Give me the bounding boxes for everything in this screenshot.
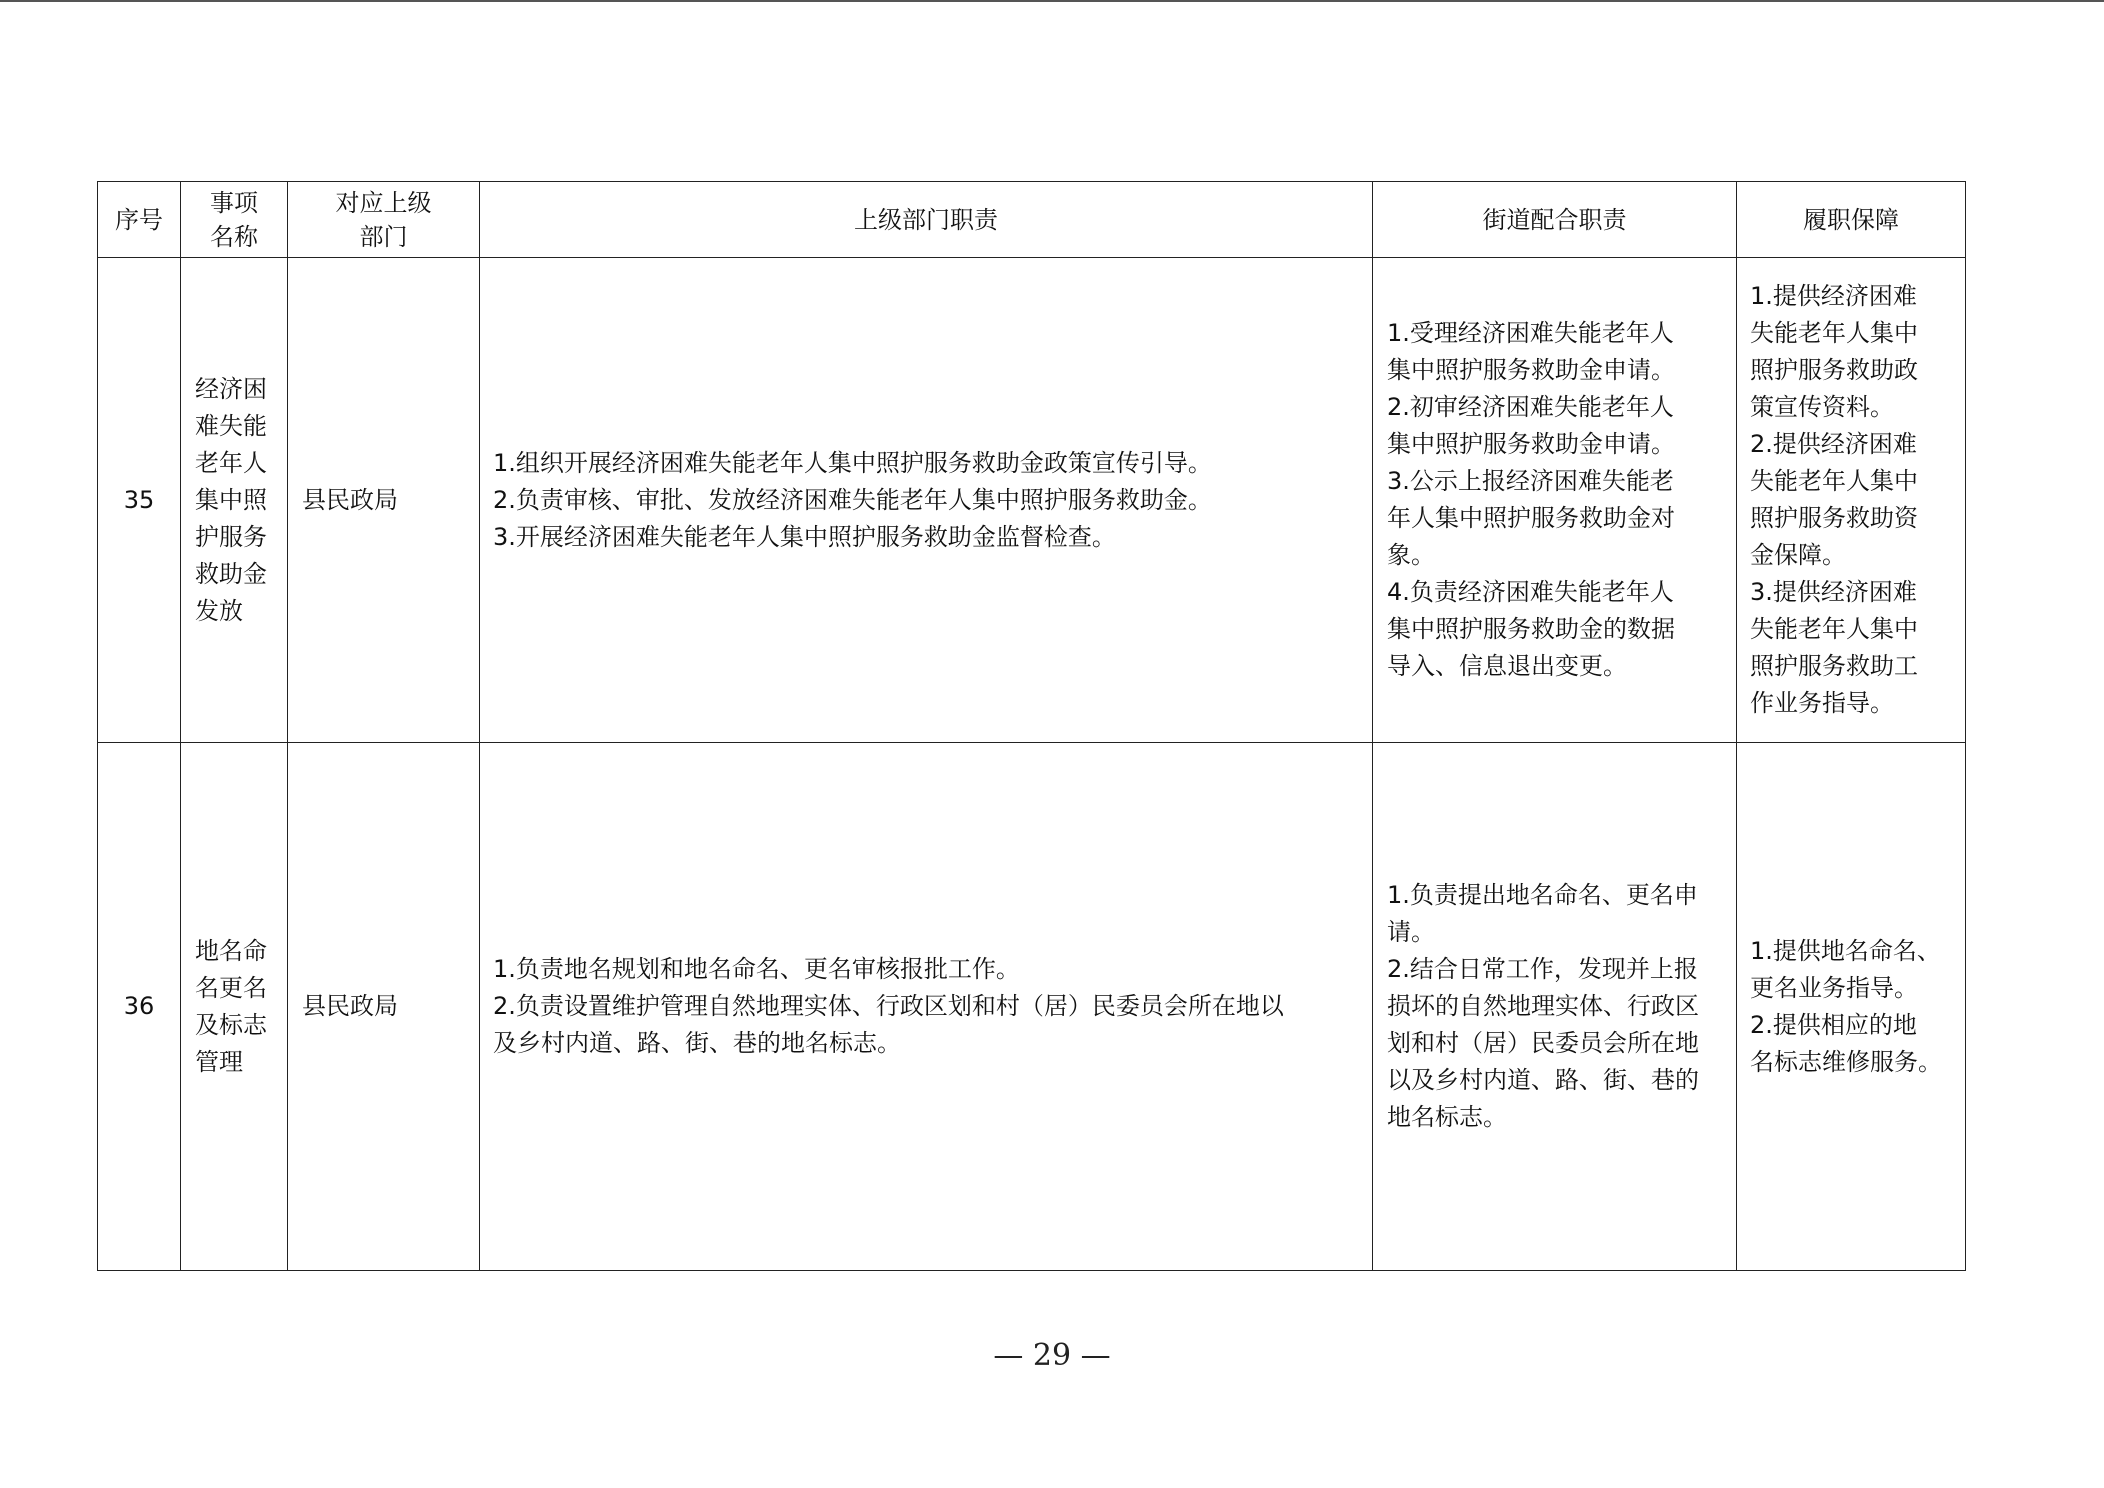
row-number: 36	[98, 743, 181, 1271]
guarantee-line: 作业务指导。	[1750, 689, 1894, 717]
header-dept-line: 部门	[359, 222, 408, 251]
duty-table	[97, 181, 1966, 1271]
header-duty: 上级部门职责	[480, 182, 1373, 258]
item-name-cell	[181, 743, 288, 1271]
page-number: — 29 —	[993, 1338, 1111, 1373]
coop-line: 集中照护服务救助金申请。	[1387, 356, 1675, 384]
coop-line: 3.公示上报经济困难失能老	[1387, 467, 1674, 495]
duty-line: 1.负责地名规划和地名命名、更名审核报批工作。	[493, 955, 1020, 983]
guarantee-line: 照护服务救助政	[1750, 356, 1918, 384]
item-name-line: 老年人	[195, 448, 267, 477]
guarantee-cell	[1737, 743, 1966, 1271]
coop-line: 2.初审经济困难失能老年人	[1387, 393, 1674, 421]
guarantee-line: 策宣传资料。	[1750, 393, 1894, 421]
coop-line: 2.结合日常工作，发现并上报	[1387, 955, 1698, 983]
coop-line: 损坏的自然地理实体、行政区	[1387, 992, 1699, 1020]
guarantee-line: 1.提供地名命名、	[1750, 936, 1941, 965]
top-border-line	[0, 0, 2104, 2]
item-name-line: 难失能	[195, 411, 267, 440]
table-row	[98, 258, 1966, 743]
guarantee-line: 金保障。	[1750, 541, 1846, 569]
duty-line: 3.开展经济困难失能老年人集中照护服务救助金监督检查。	[493, 522, 1116, 551]
item-name-line: 地名命	[195, 936, 267, 965]
guarantee-line: 更名业务指导。	[1750, 973, 1918, 1002]
duty-line: 1.组织开展经济困难失能老年人集中照护服务救助金政策宣传引导。	[493, 448, 1212, 477]
duty-line: 2.负责设置维护管理自然地理实体、行政区划和村（居）民委员会所在地以	[493, 992, 1284, 1020]
item-name-line: 及标志	[195, 1010, 267, 1039]
guarantee-line: 2.提供相应的地	[1750, 1010, 1917, 1039]
header-coop: 街道配合职责	[1373, 182, 1737, 258]
guarantee-line: 失能老年人集中	[1750, 467, 1918, 495]
coop-line: 集中照护服务救助金的数据	[1387, 615, 1675, 643]
item-name-line: 救助金	[195, 559, 267, 588]
guarantee-line: 1.提供经济困难	[1750, 282, 1917, 310]
guarantee-line: 3.提供经济困难	[1750, 578, 1917, 606]
header-no: 序号	[98, 182, 181, 258]
item-name-line: 集中照	[195, 485, 267, 514]
item-name-line: 发放	[195, 596, 243, 625]
coop-line: 地名标志。	[1387, 1103, 1507, 1131]
duty-cell	[480, 743, 1373, 1271]
coop-line: 4.负责经济困难失能老年人	[1387, 578, 1674, 606]
header-guarantee: 履职保障	[1737, 182, 1966, 258]
duty-line: 2.负责审核、审批、发放经济困难失能老年人集中照护服务救助金。	[493, 485, 1212, 514]
guarantee-line: 2.提供经济困难	[1750, 430, 1917, 458]
coop-cell	[1373, 258, 1737, 743]
header-item-line: 名称	[210, 222, 258, 251]
duty-cell	[480, 258, 1373, 743]
coop-line: 年人集中照护服务救助金对	[1387, 504, 1675, 532]
row-number: 35	[98, 258, 181, 743]
coop-line: 1.负责提出地名命名、更名申	[1387, 881, 1698, 909]
guarantee-line: 失能老年人集中	[1750, 319, 1918, 347]
guarantee-line: 照护服务救助资	[1750, 504, 1918, 532]
table-header-row	[98, 182, 1966, 258]
coop-line: 请。	[1387, 918, 1435, 946]
guarantee-line: 名标志维修服务。	[1750, 1047, 1942, 1076]
coop-line: 以及乡村内道、路、街、巷的	[1387, 1066, 1699, 1094]
dept-cell: 县民政局	[288, 258, 480, 743]
guarantee-cell	[1737, 258, 1966, 743]
header-dept-line: 对应上级	[335, 188, 432, 217]
coop-line: 1.受理经济困难失能老年人	[1387, 319, 1674, 347]
coop-cell	[1373, 743, 1737, 1271]
guarantee-line: 失能老年人集中	[1750, 615, 1918, 643]
table-row	[98, 743, 1966, 1271]
item-name-line: 经济困	[195, 374, 267, 403]
coop-line: 象。	[1387, 541, 1435, 569]
item-name-cell	[181, 258, 288, 743]
item-name-line: 护服务	[195, 522, 267, 551]
duty-line: 及乡村内道、路、街、巷的地名标志。	[493, 1029, 901, 1057]
item-name-line: 管理	[195, 1047, 243, 1076]
header-item	[181, 182, 288, 258]
header-dept	[288, 182, 480, 258]
item-name-line: 名更名	[195, 973, 267, 1002]
coop-line: 划和村（居）民委员会所在地	[1387, 1029, 1699, 1057]
dept-cell: 县民政局	[288, 743, 480, 1271]
coop-line: 集中照护服务救助金申请。	[1387, 430, 1675, 458]
guarantee-line: 照护服务救助工	[1750, 652, 1918, 680]
coop-line: 导入、信息退出变更。	[1387, 652, 1627, 680]
header-item-line: 事项	[210, 188, 258, 217]
